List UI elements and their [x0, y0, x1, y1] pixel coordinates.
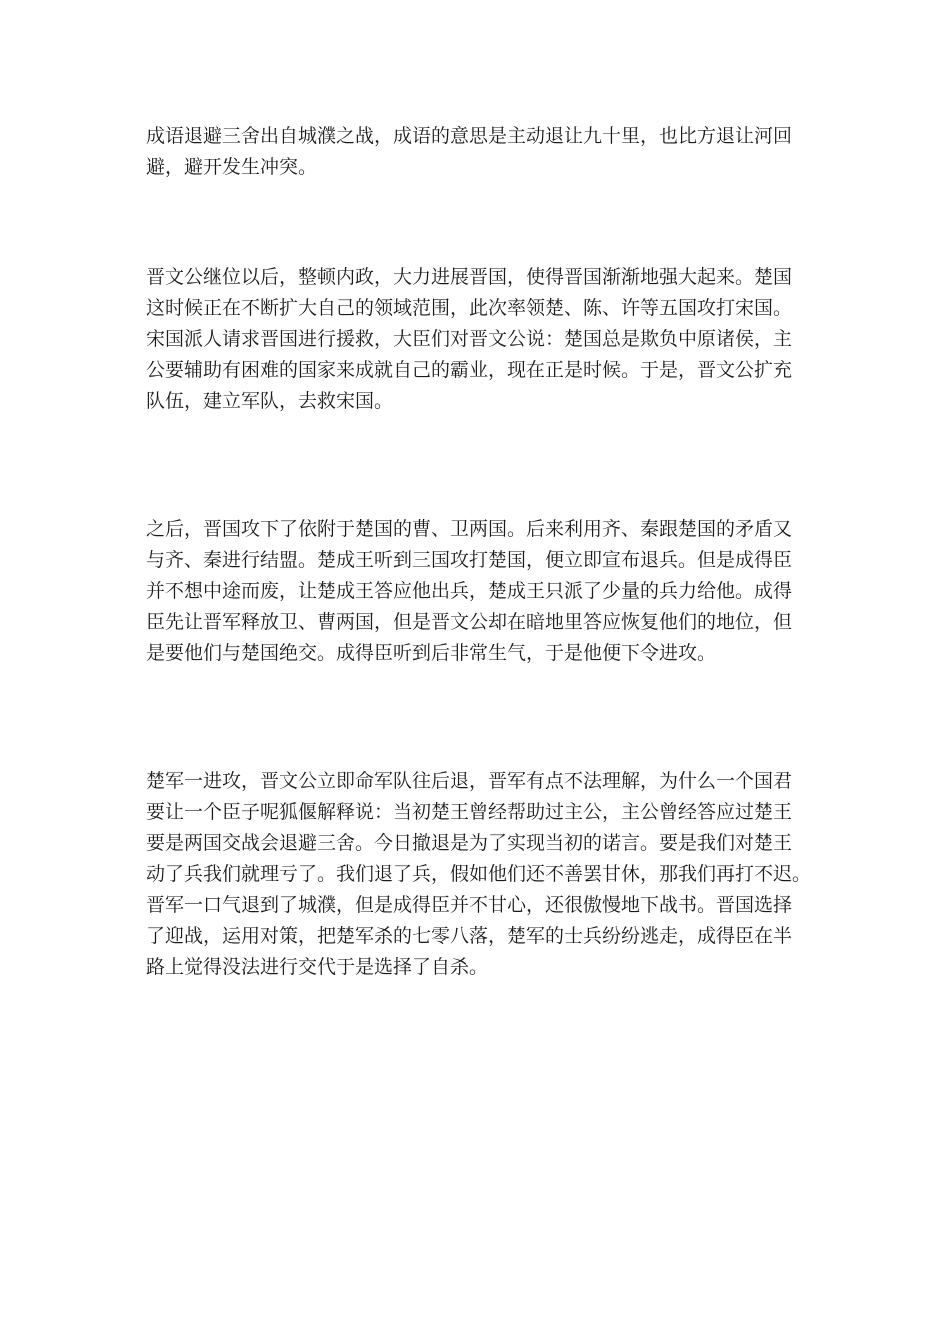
paragraph-line: 动了兵我们就理亏了。我们退了兵，假如他们还不善罢甘休，那我们再打不迟。	[146, 863, 812, 885]
paragraph-line: 是要他们与楚国绝交。成得臣听到后非常生气，于是他便下令进攻。	[146, 642, 717, 664]
paragraph-line: 楚军一进攻，晋文公立即命军队往后退，晋军有点不法理解，为什么一个国君	[146, 770, 793, 792]
paragraph-line: 避，避开发生冲突。	[146, 156, 318, 178]
paragraph-line: 了迎战，运用对策，把楚军杀的七零八落，楚军的士兵纷纷逃走，成得臣在半	[146, 925, 793, 947]
paragraph-line: 要让一个臣子呢狐偃解释说：当初楚王曾经帮助过主公，主公曾经答应过楚王	[146, 801, 793, 823]
paragraph-line: 宋国派人请求晋国进行援救，大臣们对晋文公说：楚国总是欺负中原诸侯，主	[146, 328, 793, 350]
paragraph-line: 要是两国交战会退避三舍。今日撤退是为了实现当初的诺言。要是我们对楚王	[146, 832, 793, 854]
paragraph-4	[146, 766, 811, 983]
paragraph-line: 队伍，建立军队，去救宋国。	[146, 390, 394, 412]
paragraph-line: 这时候正在不断扩大自己的领域范围，此次率领楚、陈、许等五国攻打宋国。	[146, 297, 793, 319]
paragraph-line: 臣先让晋军释放卫、曹两国，但是晋文公却在暗地里答应恢复他们的地位，但	[146, 611, 793, 633]
paragraph-line: 与齐、秦进行结盟。楚成王听到三国攻打楚国，便立即宣布退兵。但是成得臣	[146, 549, 793, 571]
paragraph-line: 路上觉得没法进行交代于是选择了自杀。	[146, 956, 489, 978]
paragraph-2	[146, 262, 811, 417]
paragraph-3	[146, 514, 811, 669]
paragraph-line: 晋文公继位以后，整顿内政，大力进展晋国，使得晋国渐渐地强大起来。楚国	[146, 266, 793, 288]
paragraph-1	[146, 121, 811, 183]
paragraph-line: 成语退避三舍出自城濮之战，成语的意思是主动退让九十里，也比方退让河回	[146, 125, 793, 147]
paragraph-line: 晋军一口气退到了城濮，但是成得臣并不甘心，还很傲慢地下战书。晋国选择	[146, 894, 793, 916]
paragraph-line: 之后，晋国攻下了依附于楚国的曹、卫两国。后来利用齐、秦跟楚国的矛盾又	[146, 518, 793, 540]
paragraph-line: 公要辅助有困难的国家来成就自己的霸业，现在正是时候。于是，晋文公扩充	[146, 359, 793, 381]
paragraph-line: 并不想中途而废，让楚成王答应他出兵，楚成王只派了少量的兵力给他。成得	[146, 580, 793, 602]
